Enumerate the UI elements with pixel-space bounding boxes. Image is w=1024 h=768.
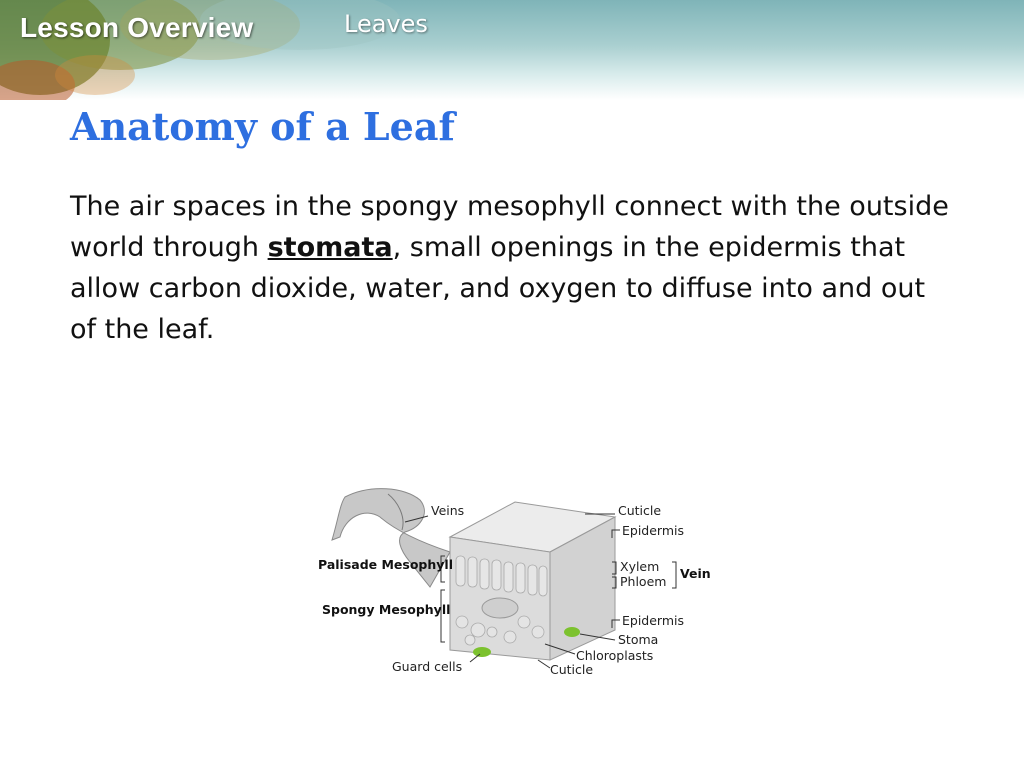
- stomata-term: stomata: [267, 232, 393, 263]
- cuticle-bottom-leader: [538, 660, 550, 668]
- label-spongy-mesophyll: Spongy Mesophyll: [322, 602, 451, 617]
- label-veins: Veins: [431, 503, 465, 518]
- leaf-anatomy-diagram: [310, 482, 720, 682]
- guard-cell-left: [473, 647, 491, 657]
- label-cuticle-top: Cuticle: [618, 503, 662, 518]
- label-palisade-mesophyll: Palisade Mesophyll: [318, 557, 453, 572]
- vein-bracket: [672, 562, 676, 588]
- label-cuticle-bottom: Cuticle: [550, 662, 594, 677]
- leaf-diagram-svg: [310, 482, 720, 682]
- body-text-end: , small openings in the epidermis that allow carbon dioxide, water, and oxygen to diffuse into and out of the leaf.: [70, 232, 926, 345]
- label-epidermis-top: Epidermis: [622, 523, 685, 538]
- page-title: Anatomy of a Leaf: [70, 104, 455, 149]
- topic-label: Leaves: [344, 10, 428, 38]
- label-vein: Vein: [680, 566, 711, 581]
- body-paragraph: [70, 186, 950, 350]
- header-banner: [0, 0, 1024, 100]
- body-text-start: The air spaces in the spongy mesophyll connect with the outside world through: [70, 191, 949, 263]
- label-xylem: Xylem: [620, 559, 660, 574]
- label-chloroplasts: Chloroplasts: [576, 648, 654, 663]
- lesson-overview-label: Lesson Overview: [20, 12, 254, 43]
- label-epidermis-bottom: Epidermis: [622, 613, 685, 628]
- guard-cells-leader: [470, 654, 480, 662]
- label-stoma: Stoma: [618, 632, 659, 647]
- label-phloem: Phloem: [620, 574, 667, 589]
- label-guard-cells: Guard cells: [392, 659, 463, 674]
- vein-bundle: [482, 598, 518, 618]
- guard-cell-right: [564, 627, 580, 637]
